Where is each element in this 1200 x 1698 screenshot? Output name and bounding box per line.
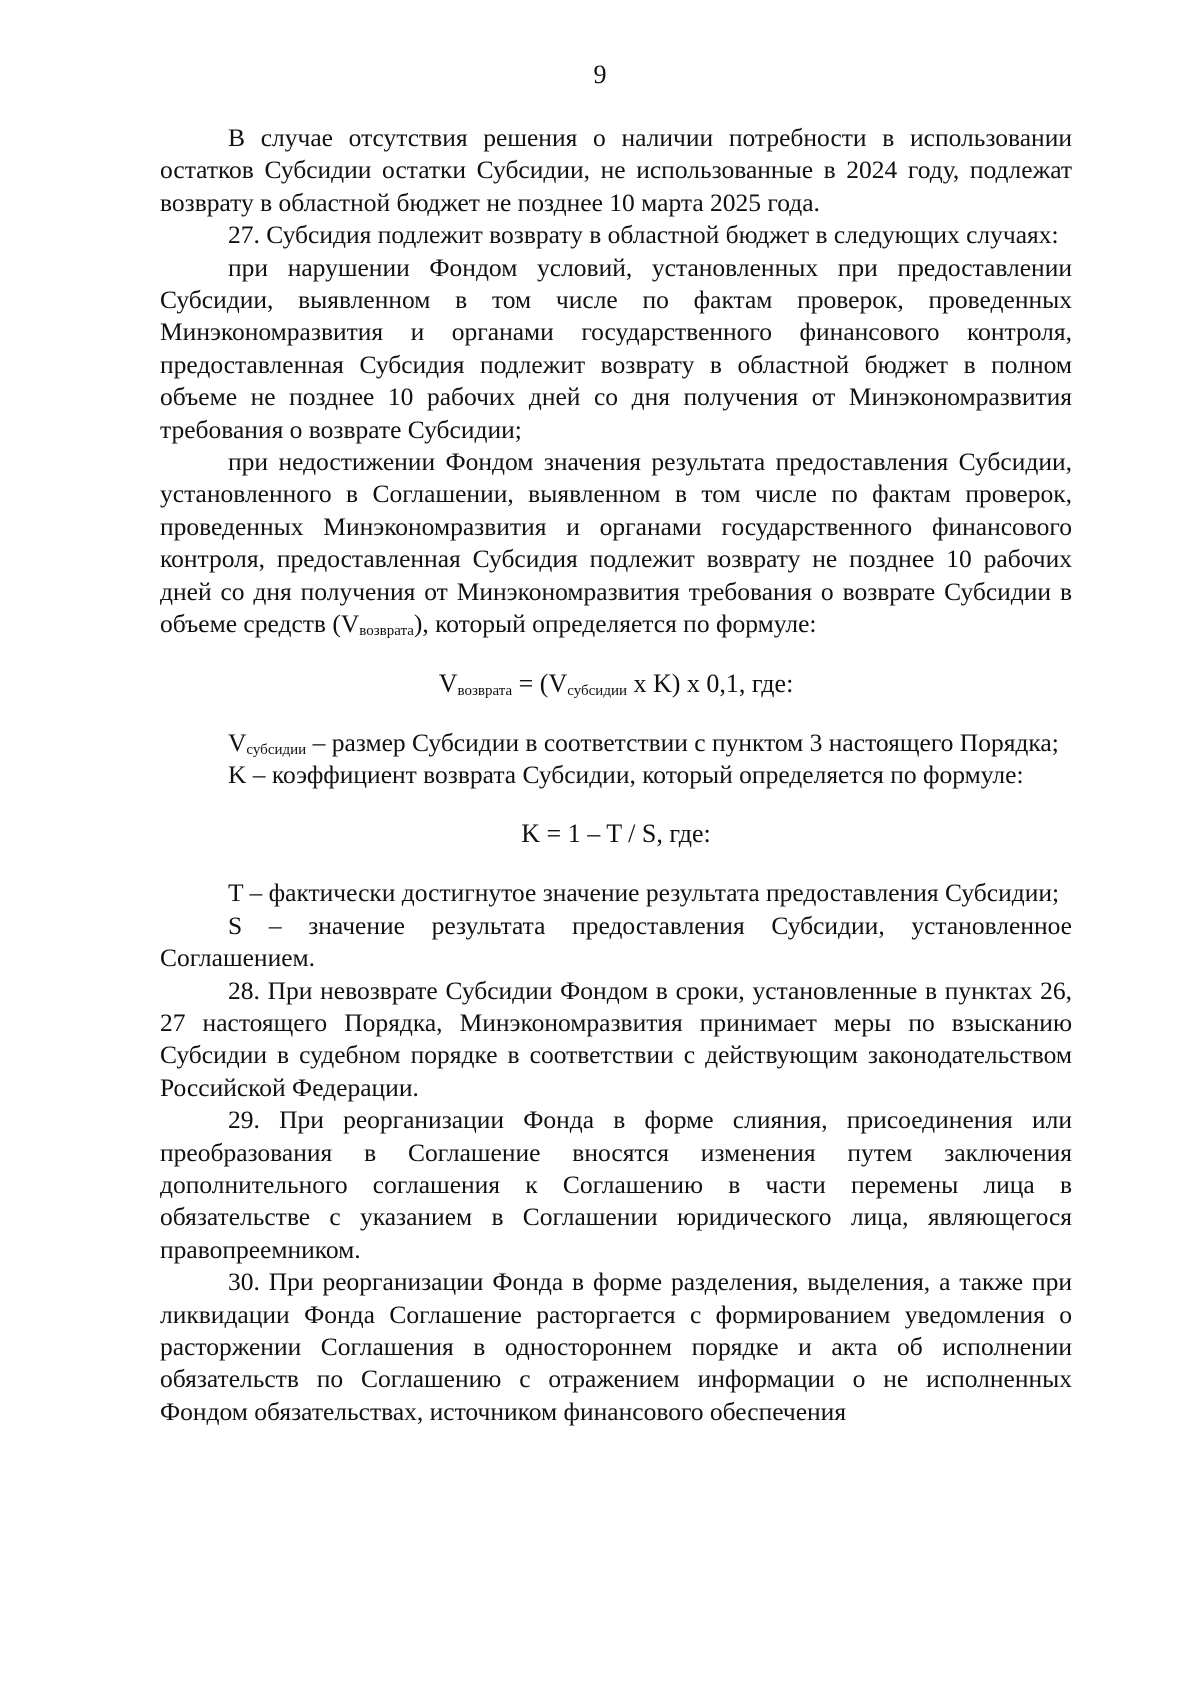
- definition-t: T – фактически достигнутое значение результата предоставления Субсидии;: [228, 878, 1060, 908]
- formula-equals-open: = (V: [512, 668, 568, 698]
- definition-v-symbol: V: [228, 727, 247, 757]
- definition-k: K – коэффициент возврата Субсидии, который определяется по формуле:: [228, 759, 1024, 789]
- formula-v-symbol: V: [438, 668, 458, 698]
- clause-27-intro: 27. Субсидия подлежит возврату в областной бюджет в следующих случаях:: [228, 220, 1059, 250]
- paragraph-non-achievement-tail: ), который определяется по формуле:: [413, 609, 817, 639]
- definition-s: S – значение результата предоставления Субсидии, установленное Соглашением.: [160, 910, 1072, 973]
- clause-29: 29. При реорганизации Фонда в форме слияния, присоединения или преобразования в Соглашение вносятся изменения путем заключения дополнительного соглашения к Соглашению в части перемены лица в обязательстве с указанием в Соглашении юридического лица, являющегося правопреемником.: [160, 1105, 1072, 1264]
- definition-v-subsidy: [160, 727, 1072, 759]
- v-return-subscript: возврата: [359, 623, 414, 640]
- clause-28: 28. При невозврате Субсидии Фондом в сроки, установленные в пунктах 26, 27 настоящего Порядка, Минэкономразвития принимает меры по взысканию Субсидии в судебном порядке в соответствии с действующим законодательством Российской Федерации.: [160, 975, 1072, 1102]
- formula-v-subscript: возврата: [457, 682, 513, 699]
- formula-return-volume: [160, 668, 1072, 700]
- clause-30: 30. При реорганизации Фонда в форме разделения, выделения, а также при ликвидации Фонда Соглашение расторгается с формированием уведомления о расторжении Соглашения в одностороннем порядке и акта об исполнении обязательств по Соглашению с отражением информации о не исполненных Фондом обязательствах, источником финансового обеспечения: [160, 1267, 1072, 1426]
- definition-v-text: – размер Субсидии в соответствии с пунктом 3 настоящего Порядка;: [306, 727, 1059, 757]
- formula-k-coefficient: K = 1 – T / S, где:: [521, 819, 711, 849]
- paragraph-non-achievement-text: при недостижении Фондом значения результата предоставления Субсидии, установленного в Соглашении, выявленном в том числе по фактам проверок, проведенных Минэкономразвития и органами государственного финансового контроля, предоставленная Субсидия подлежит возврату не позднее 10 рабочих дней со дня получения от Минэкономразвития требования о возврате Субсидии в объеме средств (V: [160, 447, 1072, 639]
- formula-subsidy-subscript: субсидии: [567, 682, 627, 699]
- definition-v-subscript: субсидии: [246, 741, 307, 758]
- formula-rest: x K) x 0,1, где:: [627, 668, 794, 698]
- page-number: 9: [593, 60, 607, 89]
- paragraph-remainder-return: В случае отсутствия решения о наличии потребности в использовании остатков Субсидии остатки Субсидии, не использованные в 2024 году, подлежат возврату в областной бюджет не позднее 10 марта 2025 года.: [160, 123, 1072, 217]
- paragraph-violation-case: при нарушении Фондом условий, установленных при предоставлении Субсидии, выявленном в том числе по фактам проверок, проведенных Минэкономразвития и органами государственного финансового контроля, предоставленная Субсидия подлежит возврату в областной бюджет в полном объеме не позднее 10 рабочих дней со дня получения от Минэкономразвития требования о возврате Субсидии;: [160, 252, 1072, 444]
- paragraph-non-achievement-case: [160, 446, 1072, 640]
- document-body: [160, 122, 1072, 1428]
